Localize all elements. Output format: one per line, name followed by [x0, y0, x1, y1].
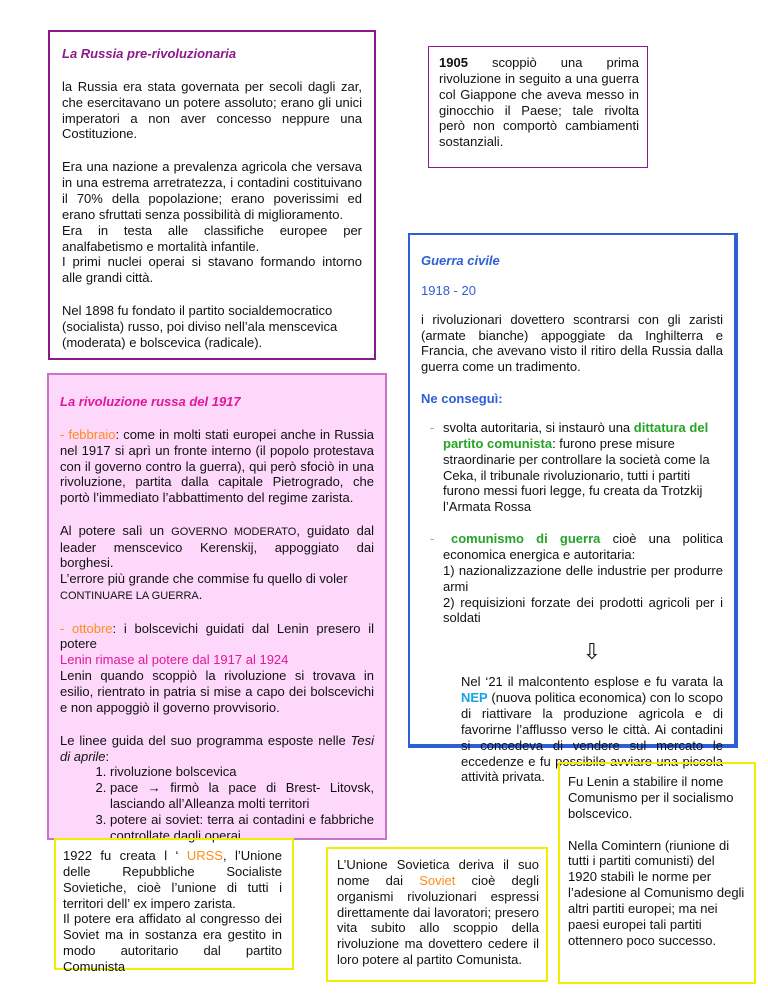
p3-pre: L’errore più grande che commise fu quello di voler	[60, 571, 348, 587]
pre-paragraph-2: Era una nazione a prevalenza agricola che versava in una estrema arretratezza, i contadini costituivano il 70% della popolazione; erano poverissimi ed erano sfruttati senza possibilità di miglioramento.	[62, 159, 362, 222]
soviet-pre: L’Unione Sovietica deriva il suo nome dai	[337, 857, 539, 888]
civil-years: 1918 - 20	[421, 282, 476, 298]
list-item: 3. potere ai soviet: terra ai contadini e fabbriche controllate dagli operai	[110, 812, 374, 844]
box-civil-war	[408, 233, 738, 785]
lenin-in-power: Lenin rimase al potere dal 1917 al 1924	[60, 652, 289, 668]
consequences-title: Ne conseguì:	[421, 391, 503, 407]
urss-post: , l’Unione delle Repubbliche Socialiste Sovietiche, cioè l’unione di tutti i territori dell’ ex impero zarista.	[63, 848, 282, 911]
urss-paragraph	[63, 848, 282, 911]
box-1905	[428, 46, 648, 168]
box-pre-revolution	[48, 30, 376, 360]
theses-pre: Le linee guida del suo programma esposte nelle	[60, 732, 351, 748]
dictatorship-highlight: dittatura del partito comunista	[443, 420, 709, 451]
consequence-2-line-2: 2) requisizioni forzate dei prodotti agricoli per i soldati	[443, 594, 723, 626]
urss-pre: 1922 fu creata l ‘	[63, 848, 187, 863]
consequence-2-text	[443, 531, 723, 563]
february-label: - febbraio	[60, 426, 116, 442]
moderate-government-paragraph	[60, 523, 374, 571]
soviet-paragraph	[337, 857, 539, 968]
moderate-government-caps: GOVERNO MODERATO	[171, 526, 297, 539]
urss-highlight: URSS	[186, 848, 223, 863]
item1-pre: svolta autoritaria, si instaurò una	[443, 420, 634, 436]
lenin-name-paragraph: Fu Lenin a stabilire il nome Comunismo per il socialismo bolscevico.	[568, 774, 734, 821]
consequence-1-text	[443, 420, 723, 515]
pre-paragraph-5: Nel 1898 fu fondato il partito socialdemocratico (socialista) russo, poi diviso nell’ala menscevica (moderata) e bolscevica (radicale).	[62, 303, 338, 350]
p3-post: .	[198, 587, 203, 603]
p2-pre: Al potere salì un	[60, 523, 172, 539]
civil-title: Guerra civile	[421, 253, 500, 268]
april-theses-list	[60, 764, 374, 843]
consequence-2-line-1: 1) nazionalizzazione delle industrie per produrre armi	[443, 562, 723, 594]
dash-1: -	[429, 420, 435, 436]
text-1905	[439, 55, 639, 150]
text-1905-body: scoppiò una prima rivoluzione in seguito a una guerra col Giappone che aveva messo in ginocchio il Paese; tale rivolta però non comportò cambiamenti sostanziali.	[439, 55, 639, 150]
p2-post: , guidato dal leader menscevico Kerenskij, appoggiato dai borghesi.	[60, 523, 374, 571]
comintern-paragraph: Nella Comintern (riunione di tutti i partiti comunisti) del 1920 stabilì le norme per l’adesione al Comunismo degli altri partiti europei; ma nei paesi europei tali partiti ottennero poco successo.	[568, 837, 745, 948]
list-item: 1. rivoluzione bolscevica	[110, 764, 374, 780]
lenin-exile-paragraph: Lenin quando scoppiò la rivoluzione si trovava in esilio, rientrato in patria si mise a capo dei bolscevichi e non appoggiò il governo provvisorio.	[60, 668, 374, 715]
box-lenin-comintern	[558, 762, 756, 984]
april-theses-intro	[60, 733, 374, 765]
revolution-title: La rivoluzione russa del 1917	[60, 394, 241, 409]
pre-paragraph-1: la Russia era stata governata per secoli dagli zar, che esercitavano un potere assoluto; erano gli unici imperatori a non aver concesso neppure una Costituzione.	[62, 78, 362, 142]
down-arrow-icon: ⇩	[582, 640, 602, 666]
soviet-highlight: Soviet	[419, 872, 456, 888]
item1-post: : furono prese misure straordinarie per controllare la società come la Ceka, il tribunale rivoluzionario, tutti i partiti furono messi fuori legge, fu creata da Trotzkij l’Armata Rossa	[443, 435, 710, 515]
urss-paragraph-2: Il potere era affidato al congresso dei Soviet ma in sostanza era gestito in modo autoritario dal partito Comunista	[63, 911, 282, 975]
continue-war-caps: CONTINUARE LA GUERRA	[60, 590, 199, 603]
february-text: : come in molti stati europei anche in Russia nel 1917 si aprì un fronte interno (il popolo protestava con il governo contro la guerra), qui però sfociò in una rivoluzione, partita dalla capitale Pietrogrado, che portò l’immediato l’abbattimento del regime zarista.	[60, 426, 374, 506]
error-paragraph	[60, 571, 374, 603]
nep-post: (nuova politica economica) con lo scopo di riattivare la produzione agricola e di favorirne l’afflusso verso le città. Ai contadini si concedeva di vendere sul mercato le eccedenze e fu possibile avviare una piccola attività privata.	[461, 690, 723, 785]
year-1905: 1905	[439, 55, 468, 70]
item2-post: cioè una politica economica energica e autoritaria:	[443, 531, 723, 563]
pre-paragraph-4: I primi nuclei operai si stavano formando intorno alle grandi città.	[62, 254, 362, 286]
box-revolution-1917	[47, 373, 387, 843]
pre-paragraph-3: Era in testa alle classifiche europee per analfabetismo e mortalità infantile.	[62, 222, 362, 254]
nep-pre: Nel ‘21 il malcontento esplose e fu varata la	[461, 674, 723, 690]
april-theses-italic: Tesi di aprile	[60, 732, 374, 764]
pre-title: La Russia pre-rivoluzionaria	[62, 46, 237, 61]
dash-2: -	[429, 531, 435, 547]
theses-post: :	[105, 748, 110, 764]
october-paragraph	[60, 621, 374, 653]
october-text: : i bolscevichi guidati dal Lenin presero il potere	[60, 620, 374, 652]
box-soviet	[326, 847, 548, 982]
civil-intro: i rivoluzionari dovettero scontrarsi con gli zaristi (armate bianche) appoggiate da Inghilterra e Francia, che avevano visto il ritiro della Russia dalla guerra come un tradimento.	[421, 311, 723, 375]
list-item: 2. pace → firmò la pace di Brest- Litovsk, lasciando all’Alleanza molti territori	[110, 780, 374, 812]
box-urss	[54, 838, 294, 975]
consequence-item-2	[421, 531, 723, 626]
nep-highlight: NEP	[461, 690, 488, 706]
february-paragraph	[60, 427, 374, 506]
soviet-post: cioè degli organismi rivoluzionari espressi direttamente dai lavoratori; presero vita subito allo scoppio della rivoluzione ma dovettero cedere il loro potere al partito Comunista.	[337, 872, 539, 968]
consequence-item-1	[421, 420, 723, 515]
war-communism-highlight: comunismo di guerra	[451, 531, 601, 547]
october-label: - ottobre	[60, 620, 113, 636]
